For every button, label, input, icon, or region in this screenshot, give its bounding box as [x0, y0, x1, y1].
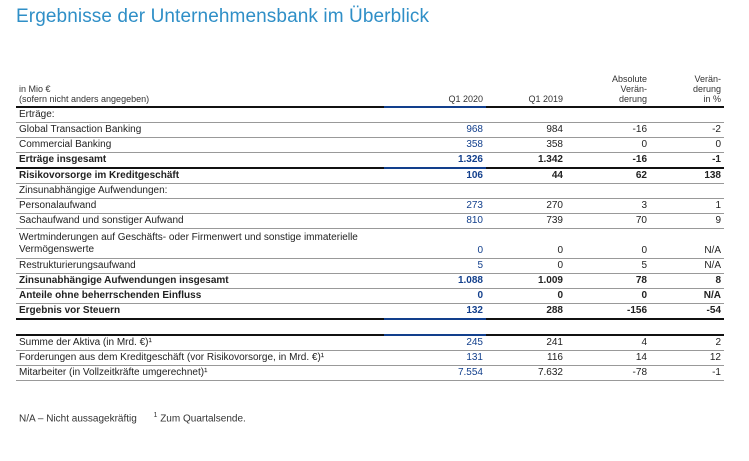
cell-percent-change: 8 — [715, 275, 721, 286]
results-table — [16, 74, 724, 381]
table-row — [16, 274, 724, 289]
footnote — [19, 412, 246, 424]
table-header-row — [16, 74, 724, 107]
table-row — [16, 138, 724, 153]
table-row — [16, 107, 724, 123]
cell-absolute-change: 4 — [641, 337, 647, 348]
cell-q1-2020: 968 — [466, 124, 483, 135]
cell-q1-2020 — [384, 107, 486, 123]
cell-absolute-change: 62 — [635, 170, 647, 181]
cell-absolute-change: 14 — [635, 352, 647, 363]
table-row — [16, 366, 724, 381]
cell-q1-2019 — [486, 184, 566, 199]
row-label: Zinsunabhängige Aufwendungen: — [19, 185, 168, 196]
col-header-q1-2019: Q1 2019 — [528, 94, 563, 104]
row-label: Sachaufwand und sonstiger Aufwand — [19, 215, 184, 226]
cell-absolute-change: -16 — [632, 154, 647, 165]
cell-absolute-change: -16 — [632, 124, 647, 135]
table-body — [16, 107, 724, 381]
cell-q1-2019: 984 — [546, 124, 563, 135]
cell-q1-2020: 245 — [466, 337, 483, 348]
col-pct-line-1: Verän- — [694, 74, 721, 84]
cell-percent-change: 1 — [715, 200, 721, 211]
col-header-q1-2020: Q1 2020 — [384, 74, 486, 107]
cell-percent-change: 9 — [715, 215, 721, 226]
cell-absolute-change: 3 — [641, 200, 647, 211]
table-row — [16, 153, 724, 169]
cell-absolute-change: 0 — [641, 290, 647, 301]
cell-q1-2020: 132 — [384, 304, 486, 320]
cell-percent-change — [650, 107, 724, 123]
cell-q1-2019: 0 — [557, 245, 563, 256]
unit-line-2: (sofern nicht anders angegeben) — [19, 94, 150, 104]
cell-absolute-change: 0 — [641, 245, 647, 256]
table-row — [16, 199, 724, 214]
cell-q1-2019: 116 — [547, 352, 563, 363]
col-pct-line-3: in % — [703, 94, 721, 104]
cell-absolute-change: 5 — [641, 260, 647, 271]
table-row — [16, 335, 724, 351]
row-label: Erträge: — [19, 109, 55, 120]
cell-q1-2019: 270 — [546, 200, 563, 211]
page-title: Ergebnisse der Unternehmensbank im Überblick — [16, 6, 430, 27]
cell-absolute-change: 78 — [635, 275, 647, 286]
cell-q1-2019: 241 — [546, 337, 563, 348]
cell-percent-change: N/A — [703, 290, 721, 301]
cell-q1-2020: 810 — [466, 215, 483, 226]
col-abs-line-2: Verän- — [620, 84, 647, 94]
cell-percent-change: -2 — [712, 124, 721, 135]
cell-q1-2019: 739 — [546, 215, 563, 226]
row-label: Mitarbeiter (in Vollzeitkräfte umgerechnet)¹ — [19, 367, 208, 378]
table-row — [16, 123, 724, 138]
table-row — [16, 259, 724, 274]
cell-q1-2019: 288 — [546, 305, 563, 316]
cell-q1-2019: 44 — [551, 170, 563, 181]
cell-percent-change: -1 — [712, 154, 721, 165]
cell-percent-change: 138 — [704, 170, 721, 181]
cell-q1-2020: 5 — [477, 260, 483, 271]
table-row — [16, 184, 724, 199]
col-header-percent-change — [650, 74, 724, 107]
cell-percent-change: 0 — [715, 139, 721, 150]
cell-q1-2019: 0 — [557, 260, 563, 271]
unit-line-1: in Mio € — [19, 84, 51, 94]
cell-q1-2019: 358 — [546, 139, 563, 150]
cell-percent-change: -1 — [712, 367, 721, 378]
cell-q1-2020: 1.088 — [457, 275, 483, 286]
cell-percent-change: 2 — [715, 337, 721, 348]
cell-percent-change — [650, 319, 724, 335]
cell-percent-change: -54 — [706, 305, 721, 316]
row-label: Summe der Aktiva (in Mrd. €)¹ — [19, 337, 152, 348]
cell-q1-2020: 7.554 — [457, 367, 483, 378]
col-pct-line-2: derung — [692, 84, 721, 94]
row-label: Wertminderungen auf Geschäfts- oder Firmenwert und sonstige immaterielle Vermögenswerte — [19, 232, 358, 255]
row-label: Ergebnis vor Steuern — [19, 305, 121, 316]
table-row — [16, 289, 724, 304]
cell-q1-2020: 0 — [477, 290, 483, 301]
row-label: Personalaufwand — [19, 200, 97, 211]
footnote-mark: 1 — [153, 412, 158, 419]
cell-q1-2019 — [486, 319, 566, 335]
table-row — [16, 214, 724, 229]
cell-absolute-change — [566, 319, 650, 335]
cell-percent-change — [650, 184, 724, 199]
unit-header — [16, 74, 384, 107]
cell-absolute-change — [566, 107, 650, 123]
cell-percent-change: N/A — [704, 245, 721, 256]
col-abs-line-3: derung — [618, 94, 647, 104]
footnote-text: Zum Quartalsende. — [160, 413, 246, 425]
cell-q1-2020: 1.326 — [384, 153, 486, 169]
cell-q1-2019: 1.342 — [537, 154, 563, 165]
row-label: Forderungen aus dem Kreditgeschäft (vor Risikovorsorge, in Mrd. €)¹ — [19, 352, 325, 363]
cell-q1-2020: 0 — [477, 245, 483, 256]
cell-absolute-change: 70 — [635, 215, 647, 226]
cell-q1-2020 — [384, 319, 486, 335]
cell-q1-2020: 131 — [466, 352, 483, 363]
cell-absolute-change — [566, 184, 650, 199]
row-label: Commercial Banking — [19, 139, 112, 150]
row-label: Global Transaction Banking — [19, 124, 142, 135]
cell-absolute-change: 0 — [641, 139, 647, 150]
cell-q1-2019 — [486, 107, 566, 123]
cell-absolute-change: -78 — [632, 367, 647, 378]
col-header-absolute-change — [566, 74, 650, 107]
cell-q1-2020: 358 — [466, 139, 483, 150]
cell-percent-change: 12 — [709, 352, 721, 363]
table-row — [16, 351, 724, 366]
footnote-na: N/A – Nicht aussagekräftig — [19, 413, 137, 425]
cell-q1-2020: 106 — [466, 170, 483, 181]
cell-absolute-change: -156 — [626, 305, 647, 316]
cell-percent-change: N/A — [704, 260, 721, 271]
table-row — [16, 168, 724, 184]
row-label: Risikovorsorge im Kreditgeschäft — [19, 170, 180, 181]
cell-q1-2020: 273 — [466, 200, 483, 211]
row-label: Anteile ohne beherrschenden Einfluss — [19, 290, 202, 301]
row-label: Zinsunabhängige Aufwendungen insgesamt — [19, 275, 229, 286]
col-abs-line-1: Absolute — [611, 74, 647, 84]
cell-q1-2019: 0 — [557, 290, 563, 301]
row-label: Restrukturierungsaufwand — [19, 260, 136, 271]
cell-q1-2020 — [384, 184, 486, 199]
row-label: Erträge insgesamt — [19, 154, 107, 165]
row-label — [16, 319, 384, 335]
table-row — [16, 229, 724, 259]
cell-q1-2019: 7.632 — [537, 367, 563, 378]
table-row — [16, 304, 724, 320]
table-row — [16, 319, 724, 335]
cell-q1-2019: 1.009 — [537, 275, 563, 286]
